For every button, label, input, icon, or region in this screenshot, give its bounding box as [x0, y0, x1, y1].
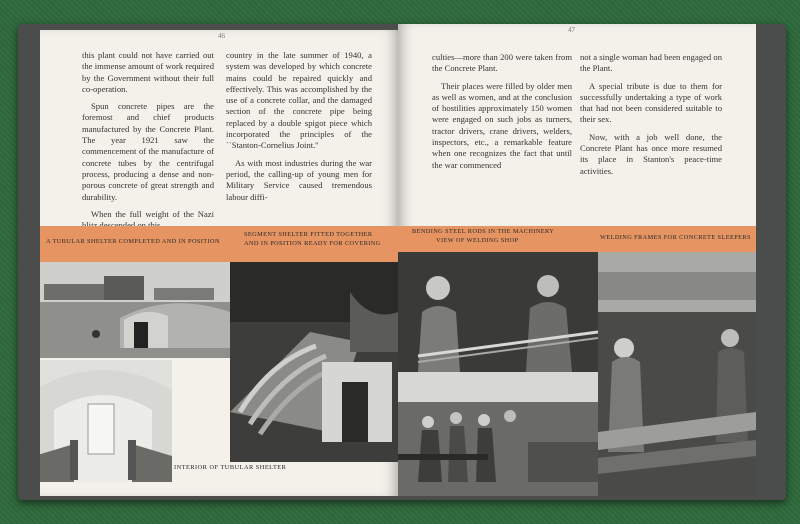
left-column-1 — [82, 50, 214, 237]
paragraph: As with most industries during the war period, the calling-up of young men for Military Service caused tremendous labour diffi- — [226, 157, 372, 202]
photo-bending-steel — [398, 252, 598, 372]
caption-segment-shelter-1: SEGMENT SHELTER FITTED TOGETHER — [244, 231, 373, 238]
photo-welding-shop-view — [398, 372, 598, 496]
paragraph: A special tribute is due to them for successfully undertaking a type of work that had not been considered suitable to their sex. — [580, 80, 722, 125]
paragraph: Their places were filled by older men as well as women, and at the conclusion of hostilities approximately 150 women were engaged on such jobs as turners, tractor drivers, crane drivers, welders, inspectors, etc., a remarkable feature when one recognizes the fact that until the war commenced — [432, 80, 572, 170]
paragraph: Spun concrete pipes are the foremost and chief products manufactured by the Concrete Plant. The year 1921 saw the commencement of the manufacture of concrete tubes by the centrifugal process, producing a dense and non-porous concrete of great strength and durability. — [82, 101, 214, 202]
paragraph: Now, with a job well done, the Concrete Plant has once more resumed its place in Stanton's peace-time activities. — [580, 131, 722, 176]
photo-welding-frames — [598, 252, 756, 496]
paragraph: not a single woman had been engaged on the Plant. — [580, 52, 722, 74]
right-column-1 — [432, 52, 572, 177]
caption-segment-shelter-2: AND IN POSITION READY FOR COVERING — [244, 240, 381, 247]
right-column-2 — [580, 52, 722, 183]
photo-interior-shelter — [40, 360, 172, 482]
photo-segment-shelter — [230, 262, 398, 462]
right-page — [398, 24, 756, 496]
caption-welding-frames: WELDING FRAMES FOR CONCRETE SLEEPERS — [600, 234, 751, 241]
paragraph: country in the late summer of 1940, a system was developed by which concrete mains could be repaired quickly and effectively. This was accomplished by the use of a concrete collar, and the damaged section of the concrete pipe being replaced by a double spigot piece which incorporated the principles of the ``Stanton-Cornelius Joint.'' — [226, 50, 372, 151]
caption-bending-steel: BENDING STEEL RODS IN THE MACHINERY — [412, 228, 555, 235]
paragraph: culties—more than 200 were taken from the Concrete Plant. — [432, 52, 572, 74]
caption-interior-tubular: INTERIOR OF TUBULAR SHELTER — [174, 464, 287, 471]
left-column-2 — [226, 50, 372, 209]
paragraph: When the full weight of the Nazi — [91, 208, 214, 219]
page-number-left: 46 — [218, 32, 225, 40]
caption-welding-shop: VIEW OF WELDING SHOP — [436, 237, 519, 244]
photo-tubular-shelter — [40, 262, 230, 358]
page-number-right: 47 — [568, 26, 575, 34]
paragraph: this plant could not have carried out the immense amount of work required by the Government without their full co-operation. — [82, 50, 214, 94]
caption-tubular-shelter: A TUBULAR SHELTER COMPLETED AND IN POSITION — [46, 238, 220, 245]
left-page — [40, 30, 398, 496]
